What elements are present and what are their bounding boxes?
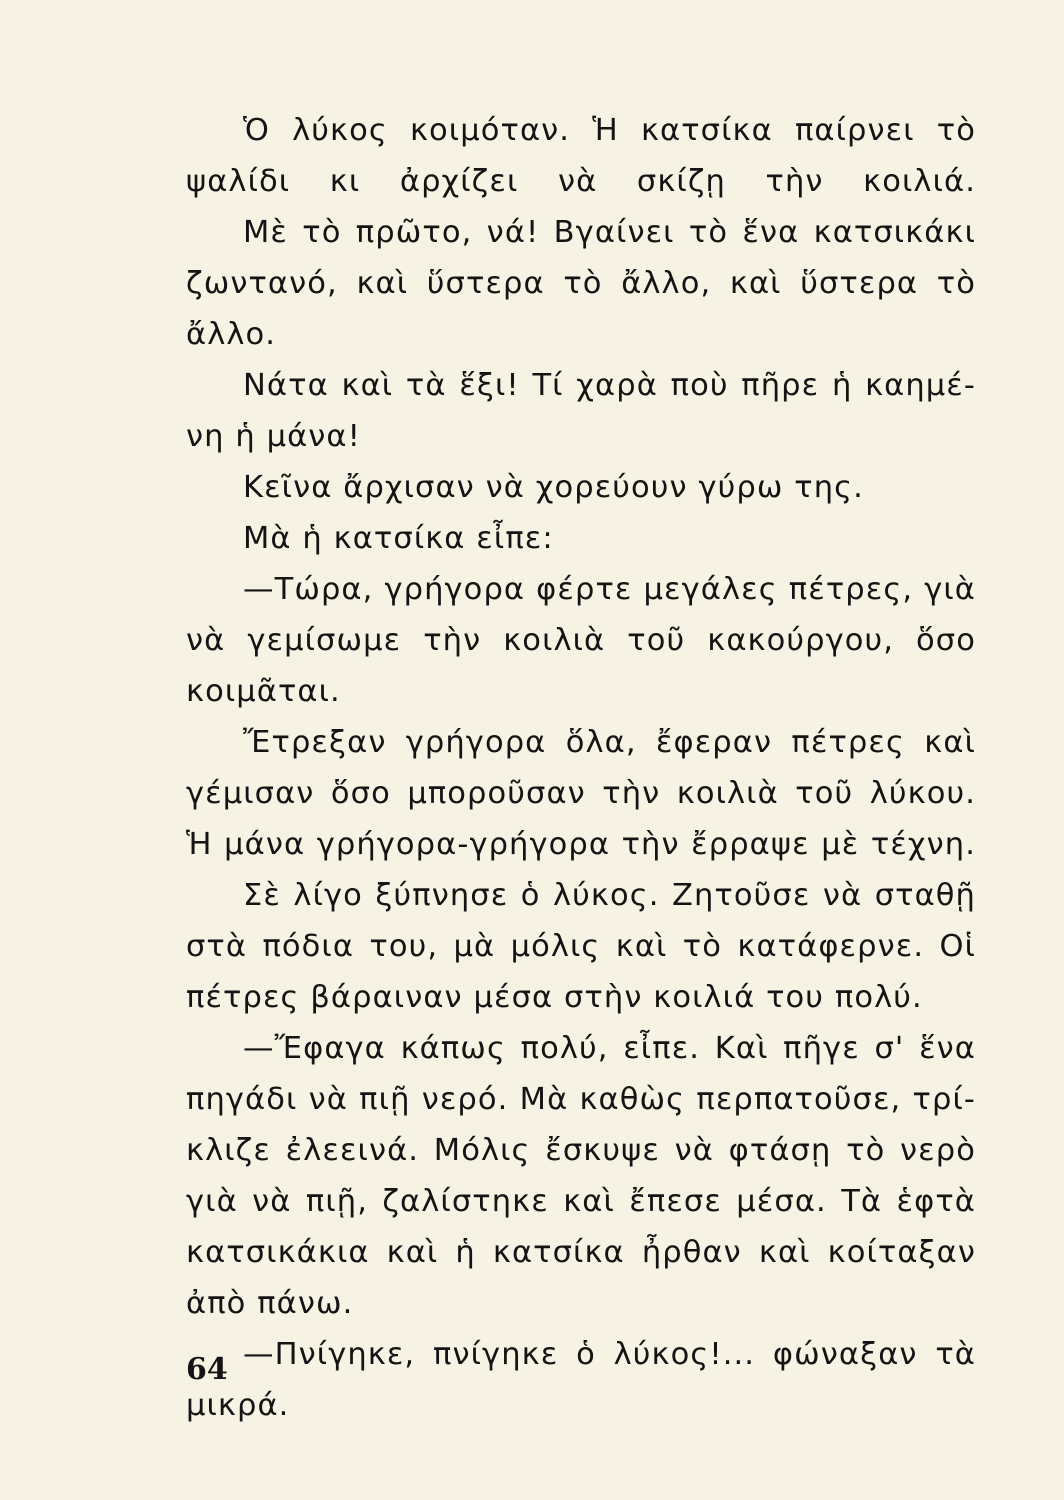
text-line: γιὰ νὰ πιῇ, ζαλίστηκε καὶ ἔπεσε μέσα. Τὰ ἑφτὰ bbox=[186, 1184, 976, 1219]
text-line: μικρά. bbox=[186, 1388, 290, 1423]
text-line: κατσικάκια καὶ ἡ κατσίκα ἦρθαν καὶ κοίταξαν bbox=[186, 1235, 976, 1270]
text-line: νη ἡ μάνα! bbox=[186, 419, 361, 454]
text-line: κλιζε ἐλεεινά. Μόλις ἔσκυψε νὰ φτάσῃ τὸ νερὸ bbox=[186, 1133, 976, 1168]
text-line: νὰ γεμίσωμε τὴν κοιλιὰ τοῦ κακούργου, ὅσο bbox=[186, 623, 976, 658]
text-line: —Τώρα, γρήγορα φέρτε μεγάλες πέτρες, γιὰ bbox=[243, 572, 976, 607]
text-line: Μὲ τὸ πρῶτο, νά! Βγαίνει τὸ ἕνα κατσικάκι bbox=[243, 215, 976, 250]
text-line: πέτρες βάραιναν μέσα στὴν κοιλιά του πολύ. bbox=[186, 980, 923, 1015]
story-text bbox=[186, 105, 976, 1431]
text-line: Νάτα καὶ τὰ ἕξι! Τί χαρὰ ποὺ πῆρε ἡ καημέ- bbox=[243, 368, 976, 403]
text-line: Ἡ μάνα γρήγορα-γρήγορα τὴν ἔρραψε μὲ τέχνη. bbox=[186, 827, 976, 862]
text-line: πηγάδι νὰ πιῇ νερό. Μὰ καθὼς περπατοῦσε, τρί- bbox=[186, 1082, 976, 1117]
text-line: —Ἔφαγα κάπως πολύ, εἶπε. Καὶ πῆγε σ' ἕνα bbox=[243, 1031, 976, 1066]
text-line: ἄλλο. bbox=[186, 317, 277, 352]
text-line: κοιμᾶται. bbox=[186, 674, 341, 709]
text-line: Κεῖνα ἄρχισαν νὰ χορεύουν γύρω της. bbox=[243, 470, 864, 505]
page-number: 64 bbox=[186, 1352, 228, 1387]
text-line: γέμισαν ὅσο μποροῦσαν τὴν κοιλιὰ τοῦ λύκου. bbox=[186, 776, 976, 811]
text-line: ζωντανό, καὶ ὕστερα τὸ ἄλλο, καὶ ὕστερα τὸ bbox=[186, 266, 976, 301]
text-line: στὰ πόδια του, μὰ μόλις καὶ τὸ κατάφερνε. Οἱ bbox=[186, 929, 976, 964]
text-line: ψαλίδι κι ἀρχίζει νὰ σκίζῃ τὴν κοιλιά. bbox=[186, 164, 976, 199]
text-line: Μὰ ἡ κατσίκα εἶπε: bbox=[243, 521, 554, 556]
text-line: —Πνίγηκε, πνίγηκε ὁ λύκος!... φώναξαν τὰ bbox=[243, 1337, 976, 1372]
text-line: Ἔτρεξαν γρήγορα ὅλα, ἔφεραν πέτρες καὶ bbox=[243, 725, 976, 760]
text-line: ἀπὸ πάνω. bbox=[186, 1286, 354, 1321]
text-line: Σὲ λίγο ξύπνησε ὁ λύκος. Ζητοῦσε νὰ σταθῇ bbox=[243, 878, 976, 913]
text-line: Ὁ λύκος κοιμόταν. Ἡ κατσίκα παίρνει τὸ bbox=[243, 113, 976, 148]
